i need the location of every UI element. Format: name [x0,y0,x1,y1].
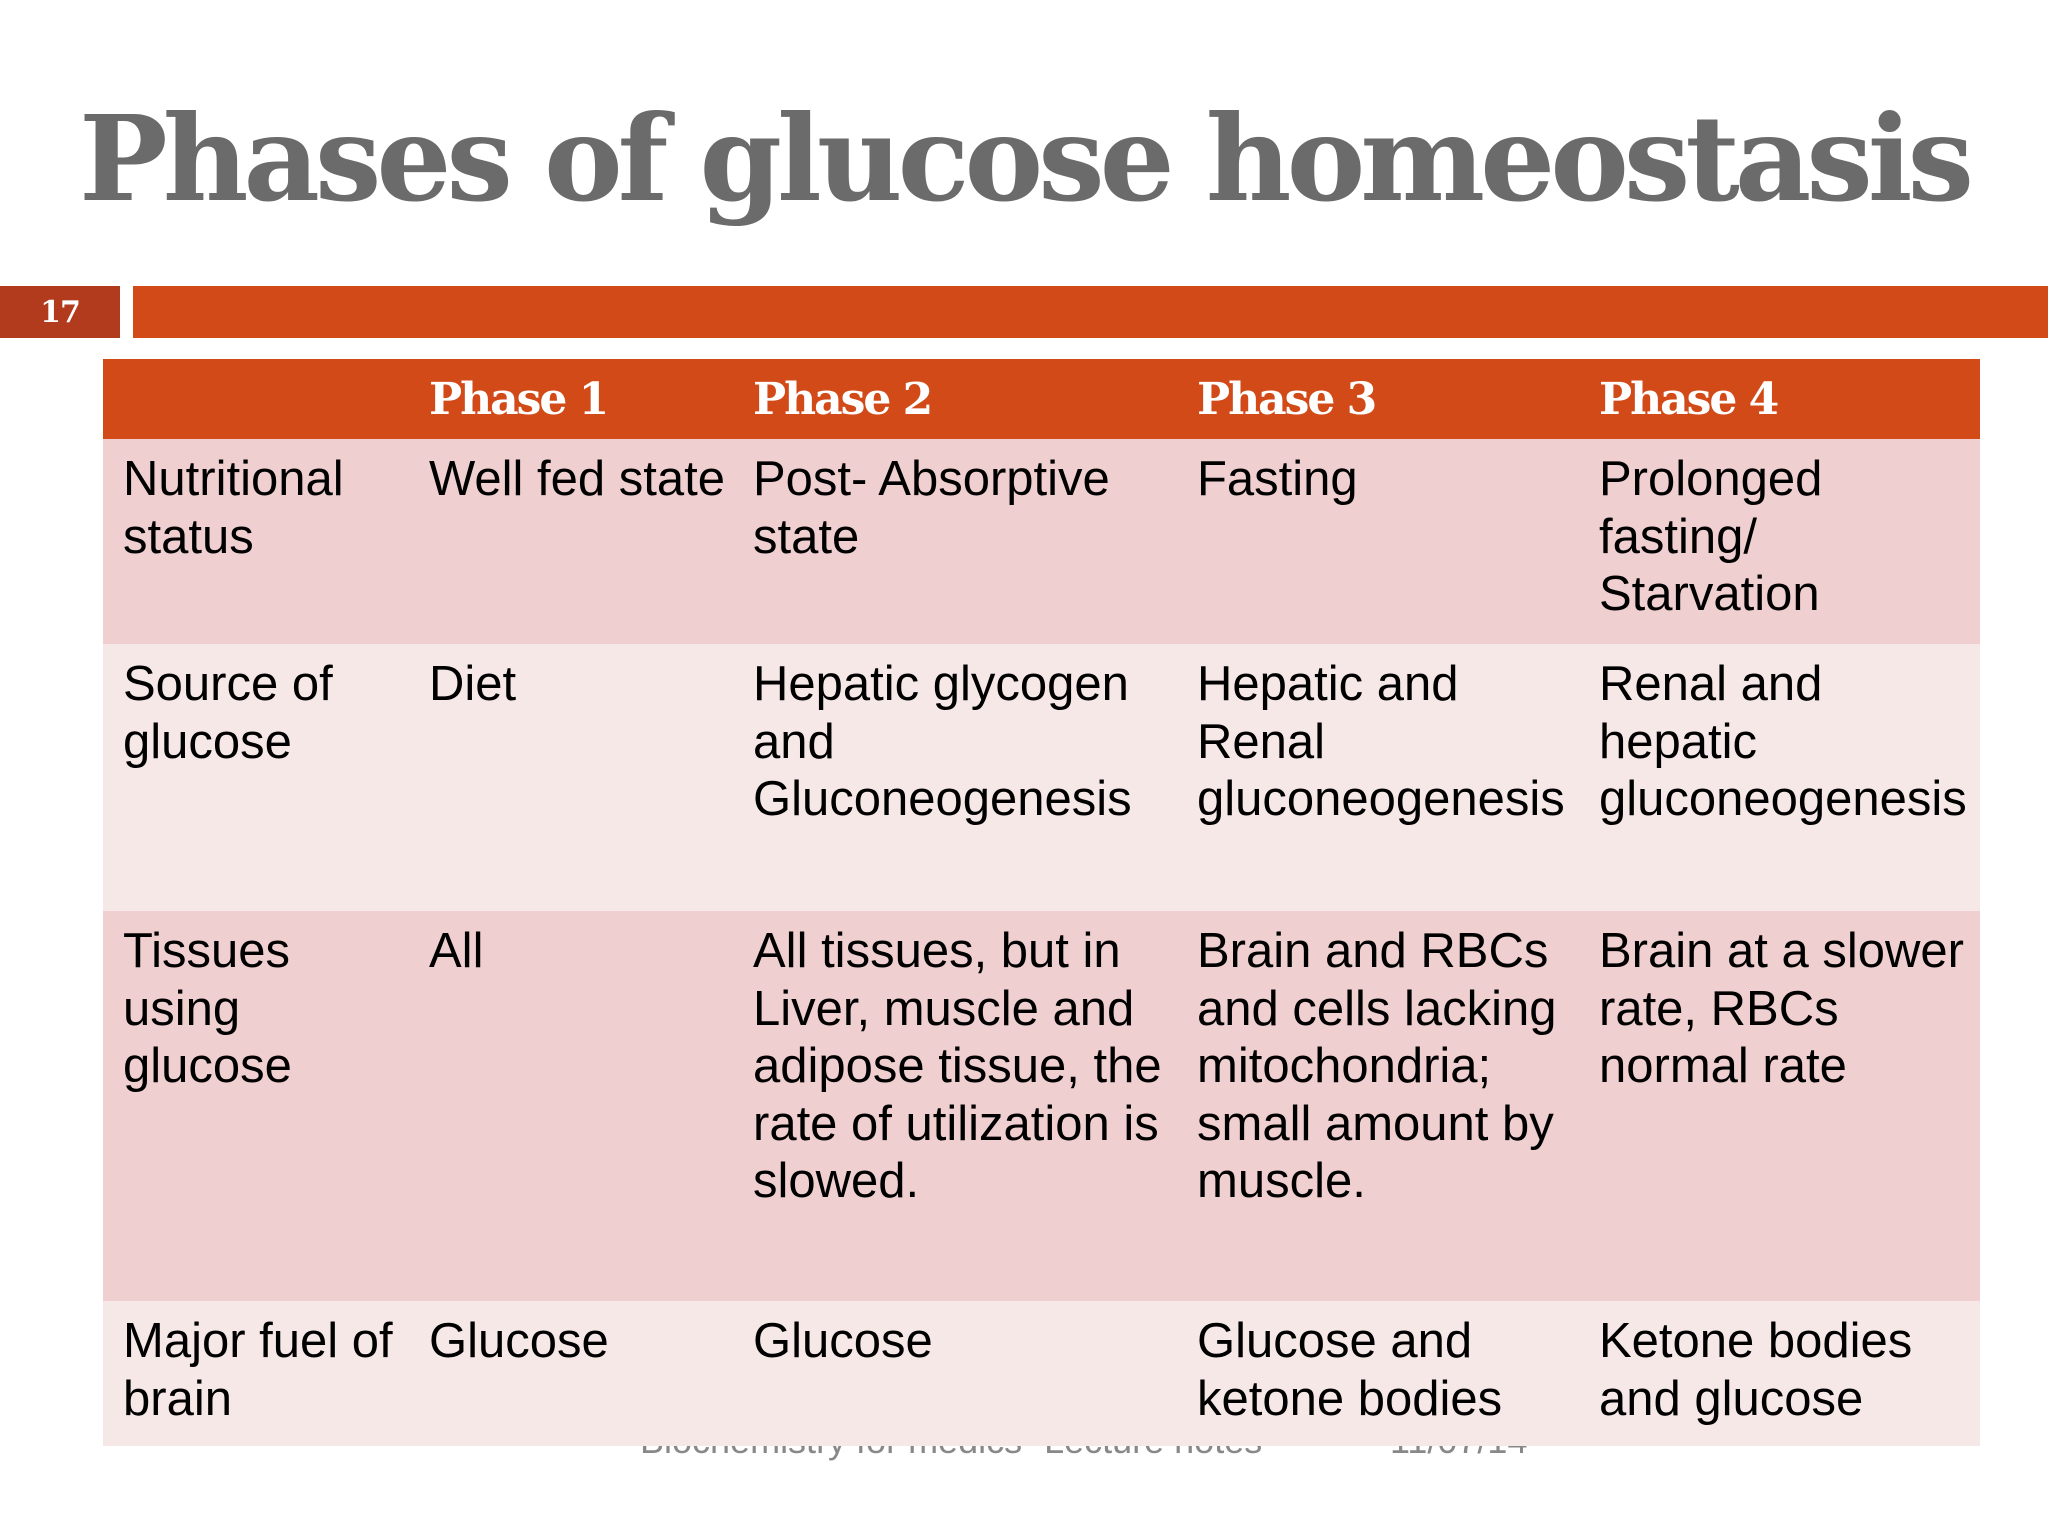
table-cell: Glucose [753,1314,933,1368]
table-cell: Brain at a slower rate, RBCs normal rate [1599,924,1964,1093]
table-cell: Hepatic glycogen and Gluconeogenesis [753,657,1132,826]
table-cell: Ketone bodies and glucose [1599,1314,1913,1426]
table-cell: Glucose [429,1314,609,1368]
footer-date: 11/07/14 [1390,1420,1528,1461]
header-cell-phase-4: Phase 4 [1599,373,1778,425]
slide-number: 17 [0,286,120,338]
table-row [103,439,1980,644]
table-cell: Glucose and ketone bodies [1197,1314,1503,1426]
table-cell: All tissues, but in Liver, muscle and adipose tissue, the rate of utilization is slowed. [753,924,1162,1208]
row-label: Nutritional status [123,452,344,564]
row-label: Tissues using glucose [123,924,292,1093]
slide-title: Phases of glucose homeostasis [78,89,1970,228]
header-cell-empty [103,359,409,439]
row-label: Major fuel of brain [123,1314,393,1426]
phases-table-container [103,359,1980,1446]
table-row [103,644,1980,911]
table-row [103,1301,1980,1446]
table-cell: Well fed state [429,452,725,506]
table-cell: Prolonged fasting/ Starvation [1599,452,1823,621]
table-cell: Fasting [1197,452,1358,506]
table-cell: Post- Absorptive state [753,452,1110,564]
title-rule-bar [133,286,2048,338]
phases-table [103,359,1980,1446]
header-cell-phase-2: Phase 2 [753,373,932,425]
table-row [103,911,1980,1301]
table-cell: Brain and RBCs and cells lacking mitochondria; small amount by muscle. [1197,924,1557,1208]
header-cell-phase-3: Phase 3 [1197,373,1376,425]
header-cell-phase-1: Phase 1 [429,373,608,425]
footer-text: Biochemistry for medics- Lecture notes [640,1420,1263,1461]
table-cell: Hepatic and Renal gluconeogenesis [1197,657,1565,826]
table-cell: All [429,924,484,978]
row-label: Source of glucose [123,657,333,769]
table-cell: Renal and hepatic gluconeogenesis [1599,657,1967,826]
table-header-row [103,359,1980,439]
table-cell: Diet [429,657,517,711]
